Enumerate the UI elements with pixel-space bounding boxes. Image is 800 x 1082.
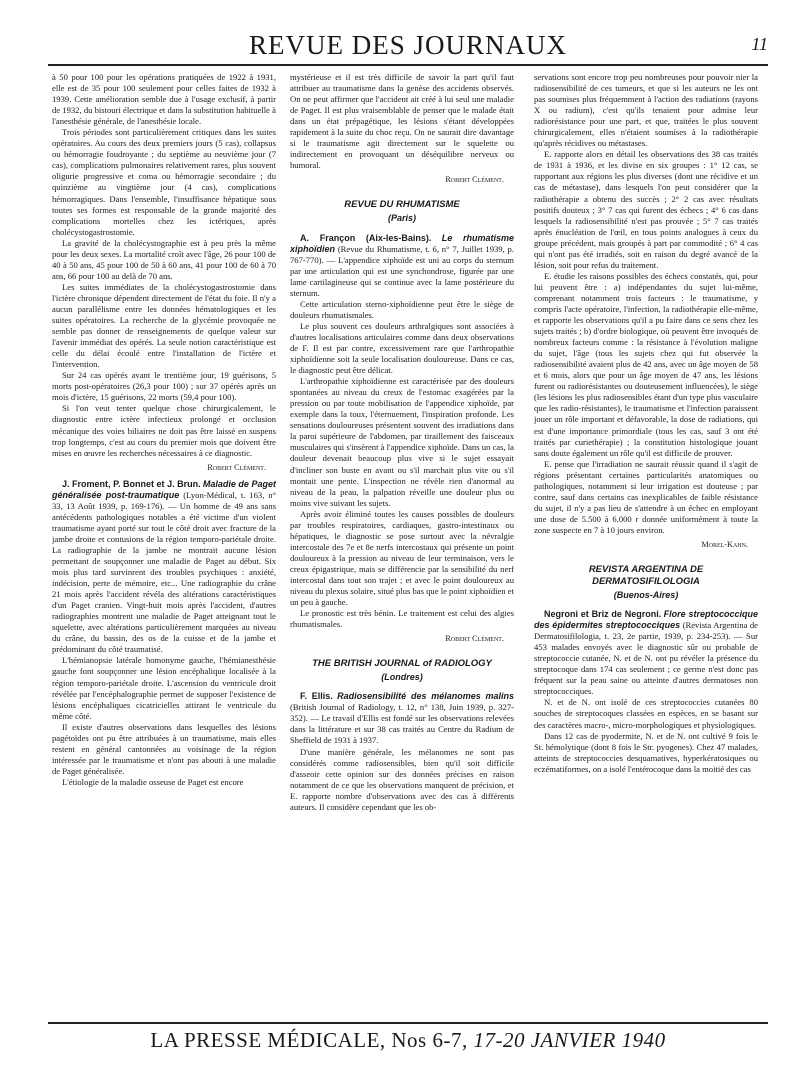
paragraph: Le pronostic est très bénin. Le traitement est celui des algies rhumatismales. [290,608,514,630]
footer-rule [48,1022,768,1024]
paragraph: Les suites immédiates de la cholécystogastrostomie dans l'ictère chronique dépendent directement de l'état du foie. Il n'y a aucun parallélisme entre les données hématologiques et les suites opératoires. La recherche de la glycémie provoquée ne semble pas donner de renseignements de quelque valeur sur l'avenir immédiat des opérés. La seule notion caractéristique est celle du délai écoulé entre l'installation de l'ictère et l'intervention. [52,281,276,370]
header-rule [48,64,768,66]
column-left [52,72,276,1017]
journal-heading: REVISTA ARGENTINA DE DERMATOSIFILOLOGIA [588,564,704,588]
paragraph: mystérieuse et il est très difficile de savoir la part qu'il faut attribuer au traumatisme dans la genèse des accidents observés. On ne peut affirmer que l'accident ait créé à lui seul une maladie de Paget. Il est plus vraisemblable de penser que le malade était dans un état prépagétique, les lésions s'étant développées rapidement à la suite du choc reçu. On ne saurait dire davantage si le traumatisme agit directement sur le squelette ou indirectement en provoquant un déséquilibre nerveux ou humoral. [290,72,514,171]
article-authors: F. Ellis. [300,691,333,702]
column-right [534,72,758,1017]
paragraph: L'arthropathie xiphoïdienne est caractérisée par des douleurs spontanées au niveau du creux de l'estomac exagérées par la pression ou par toute mobilisation de l'appendice xiphoïde, par exemple dans la toux, l'éternuement, l'inspiration profonde. Les sensations douloureuses présentent souvent des irradiations dans la paroi supérieure de l'abdomen, par tiraillement des faisceaux musculaires qui s'insèrent à l'appendice xiphoïde. Dans un cas, la douleur devenait beaucoup plus vive si le sujet essayait d'incliner son buste en avant ou s'il marchait plus vite ou s'il montait une pente. L'inspection ne révèle rien d'anormal au niveau de la peau, la palpation réveille une douleur plus ou moins vive suivant les sujets. [290,376,514,508]
article-authors: J. Froment, P. Bonnet et J. Brun. [62,478,201,489]
article-reference: (Lyon-Médical, t. 163, n° 33, 13 Août 1939, p. 169-176). — Un homme de 49 ans sans antécédents pathologiques notables a été victime d'un violent traumatisme ayant porté sur tout le côté droit avec fracture de la jambe droite et contusions de la région temporo-pariétale droite. La radiographie de la jambe ne montrait aucune lésion permettant de soupçonner une maladie de Paget au début. Six mois plus tard survinrent des troubles psychiques : anxiété, indécision, perte de mémoire, etc... Une radiographie du crâne 21 mois après l'accident révéla des altérations caractéristiques d'un Paget cranien. Vingt-huit mois après l'accident, d'autres radiographies montrent une maladie de Paget atteignant tout le squelette, avec altérations particulièrement marquées au niveau du crâne, du bassin, des os de la cuisse et de la jambe et prédominant du côté traumatisé. [52,489,276,655]
footer-date: 17-20 JANVIER 1940 [473,1028,666,1052]
paragraph: D'une manière générale, les mélanomes ne sont pas considérés comme radiosensibles, bien qu'il soit difficile d'asseoir cette opinion sur des données précises en raison notamment de ce que les observations manquent de précision, et E. rapporte nombre d'observations avec des cas à différents auteurs. Il considère cependant que les ob- [290,746,514,812]
page-header [48,28,768,58]
paragraph: Trois périodes sont particulièrement critiques dans les suites opératoires. Au cours des deux premiers jours (5 cas), collapsus ou hémorragie foudroyante ; du septième au neuvième jour (7 cas), complications pulmonaires relativement rares, plus souvent oligurie progressive et coma ou hémorragie secondaire ; du quinzième au vingtième jour (4 cas), complications hémorragiques. Dans l'ensemble, l'insuffisance hépatique sous toutes ses formes est responsable de la grande majorité des complications mortelles chez les ictériques, après cholécystogastrostomie. [52,127,276,237]
journal-heading: REVUE DU RHUMATISME [344,199,460,211]
journal-city: (Londres) [381,672,423,683]
article-title: Radiosensibilité des mélanomes malins [337,691,514,702]
page-footer [48,1028,768,1053]
author-signature: Robert Clément. [445,634,504,644]
article-authors: Negroni et Briz de Negroni. [544,609,662,620]
paragraph: Après avoir éliminé toutes les causes possibles de douleurs par troubles respiratoires, cardiaques, gastro-intestinaux ou hépatiques, le diagnostic se pose surtout avec la névralgie intercostale des 7e et 8e nerfs intercostaux qui présente un point douloureux à la pression au niveau de leur terminaison, vers le creux épigastrique, mais se différencie par la sensibilité du nerf intercostal dans tout son trajet ; et avec le point douloureux au niveau du plexus solaire, situé plus bas que le point xiphoïdien et un peu à gauche. [290,508,514,608]
article-title: Flore streptococcique des épidermites streptococciques [534,609,758,631]
paragraph: Sur 24 cas opérés avant le trentième jour, 19 guérisons, 5 morts post-opératoires (26,3 pour 100) ; sur 37 opérés après un mois d'ictère, 15 guérisons, 22 morts (59,4 pour 100). [52,370,276,403]
journal-heading: THE BRITISH JOURNAL of RADIOLOGY [312,658,492,670]
author-signature: Robert Clément. [207,462,266,472]
paragraph: L'hémianopsie latérale homonyme gauche, l'hémianesthésie gauche font soupçonner une lésion encéphalique localisée à la région temporo-pariétale droite. L'ascension du ventricule droit révélée par l'encéphalographie permet de supposer l'existence de lésions encéphaliques cicatricielles attirant le ventricule du même côté. [52,655,276,721]
article-heading [290,691,514,746]
paragraph: N. et de N. ont isolé de ces streptococcies cutanées 80 souches de streptocoques classées en espèces, en se basant sur des caractères macro-, micro-morphologiques et physiologiques. [534,697,758,730]
author-signature: Morel-Kahn. [701,539,748,549]
footer-journal: LA PRESSE MÉDICALE, Nos 6-7, [150,1028,468,1052]
paragraph: Le plus souvent ces douleurs arthralgiques sont associées à d'autres localisations articulaires comme dans deux observations de F. Il est par contre, excessivement rare que l'arthropathie xiphoïdienne soit la seule localisation douloureuse. Dans ce cas, le diagnostic peut être délicat. [290,320,514,376]
paragraph: E. étudie les raisons possibles des échecs constatés, qui, pour lui peuvent être : a) indépendantes du sujet lui-même, comprenant notamment trois facteurs : le traumatisme, y compris l'acte opératoire, l'infection, la radiothérapie elle-même, et rapporte les observations qu'il a pu faire dans ce sens chez les sujets traités ; b) d'ordre biologique, où peuvent être invoqués de nombreux facteurs comme : la résistance à l'évolution maligne du sujet, l'âge (tous les sujets chez qui fut observée la radiosensibilité avaient plus de 42 ans, avec un âge moyen de 58 et 6 mois, alors que pour un âge moyen de 47 ans, les lésions furent ou radiorésistantes ou douteusement influencées), le siège (les lésions les plus radiosensibles étant d'un type plus vasculaire que les radio-résistantes), le traumatisme et l'infection paraissent jouer un rôle important et défavorable, la dose de radiations, qui est d'une importance primordiale (tous les cas, sauf 3 ont été traités par curiethérapie) ; la constitution histologique jouant sans doute également un rôle qu'il est difficile de prouver. [534,270,758,458]
article-reference: (Revista Argentina de Dermatosifilologia, t. 23, 2e partie, 1939, p. 234-253). — Sur 453 malades envoyés avec le diagnostic sûr ou probable de streptococcie cutanée, N. et de N. ont pu révéler la présence du streptocoque dans 174 cas seulement ; ce germe n'est donc pas fréquent sur la peau saine ou atteinte d'autres dermatoses non streptococciques. [534,620,758,697]
article-reference: (Revue du Rhumatisme, t. 6, n° 7, Juillet 1939, p. 767-770). — L'appendice xiphoïde est uni au corps du sternum par une articulation qui est une synchondrose, figurée par une lame cartilagineuse qui se continue avec la lame postérieure du sternum. [290,243,514,298]
paragraph: E. rapporte alors en détail les observations des 38 cas traités de 1931 à 1936, et les divise en six groupes : 1° 12 cas, se rapportant aux régions les plus diverses (dont une récidive et un cas de métastase), dans lesquels l'on peut considérer que la radiothérapie a obtenu des succès ; 2° 2 cas avec résultats positifs douteux ; 3° 7 cas qui furent des échecs ; 4° 6 cas dans lesquels la radiosensibilité n'est pas prouvée ; 5° 7 cas traités après énucléation de l'œil, en tous points analogues à ceux du groupe précédent, mais groupés à part par commodité ; 6° 4 cas qui n'ont pas été irradiés, soit en raison du degré avancé de la lésion, soit pour refus du traitement. [534,149,758,270]
paragraph: Il existe d'autres observations dans lesquelles des lésions pagétoïdes ont pu être attribuées à un traumatisme, mais elles restent en général cantonnées au voisinage de la région intéressée par le traumatisme et n'ont pas abouti à une maladie de Paget généralisée. [52,721,276,776]
article-reference: (British Journal of Radiology, t. 12, n° 138, Juin 1939, p. 327-352). — Le travail d'Ellis est fondé sur les observations relevées dans la littérature et sur 38 cas traités au Centre du Radium de Sheffield de 1931 à 1937. [290,702,514,746]
paragraph: Si l'on veut tenter quelque chose chirurgicalement, le diagnostic entre ictère infectieux prolongé et occlusion mécanique des voies biliaires ne doit pas être laissé en suspens trop longtemps, c'est au cours du premier mois que doivent être mises en œuvre les recherches nécessaires à ce diagnostic. [52,403,276,458]
column-middle [290,72,514,1017]
article-heading [534,609,758,697]
paragraph: L'étiologie de la maladie osseuse de Paget est encore [62,776,244,787]
author-signature: Robert Clément. [445,175,504,185]
article-title: Le rhumatisme xiphoïdien [290,232,514,254]
article-title: Maladie de Paget généralisée post-traumatique [52,478,276,500]
paragraph: servations sont encore trop peu nombreuses pour pouvoir nier la radiosensibilité de ces tumeurs, et que si les auteurs ne les ont pas soumises plus fréquemment à l'action des radiations (rayons X ou radium), c'est qu'ils tenaient pour admise leur radiorésistance pour une part, et que, traitées le plus souvent chirurgicalement, elles n'étaient soumises à la radiothérapie qu'après récidives ou métastases. [534,72,758,149]
journal-section-title: REVUE DES JOURNAUX [248,30,567,60]
paragraph: Cette articulation sterno-xiphoïdienne peut être le siège de douleurs rhumatismales. [290,298,514,320]
paragraph: Dans 12 cas de pyodermite, N. et de N. ont cultivé 9 fois le St. hémolytique (dont 8 fois le Str. pyogenes). Chez 47 malades, atteints de streptococcies desquamatives, hyperkératosiques ou eczématiformes, on a isolé l'entérocoque dans la moitié des cas [534,730,758,774]
journal-city: (Buenos-Aires) [613,590,679,601]
page-number: 11 [751,34,768,54]
article-heading [52,479,276,656]
paragraph: à 50 pour 100 pour les opérations pratiquées de 1922 à 1931, elle est de 35 pour 100 seulement pour celles faites de 1932 à 1939. Cette amélioration semble due à l'usage exclusif, à partir de 1932, du bistouri électrique et dans la substitution habituelle à l'anesthésie générale, de l'anesthésie locale. [52,72,276,127]
paragraph: La gravité de la cholécystographie est à peu près la même pour les deux sexes. La mortalité croît avec l'âge, 26 pour 100 de 40 à 50 ans, 45 pour 100 de 50 à 60 ans, 41 pour 100 de 60 à 70 ans, 66 pour 100 au delà de 70 ans. [52,237,276,281]
paragraph: E. pense que l'irradiation ne saurait réussir quand il s'agit de régions présentant certaines particularités anatomiques ou pathologiques, notamment si leur irrigation est douteuse ; par contre, sauf dans certains cas inexplicables de faible résistance du sujet, il n'y a pas lieu de s'attendre à un échec en employant une dose de 5.500 à 6.000 r donnée uniformément à toute la zone suspecte en 7 à 10 jours environ. [534,458,758,535]
journal-city: (Paris) [387,213,416,224]
article-heading [290,233,514,299]
article-authors: A. Françon (Aix-les-Bains). [300,232,432,243]
